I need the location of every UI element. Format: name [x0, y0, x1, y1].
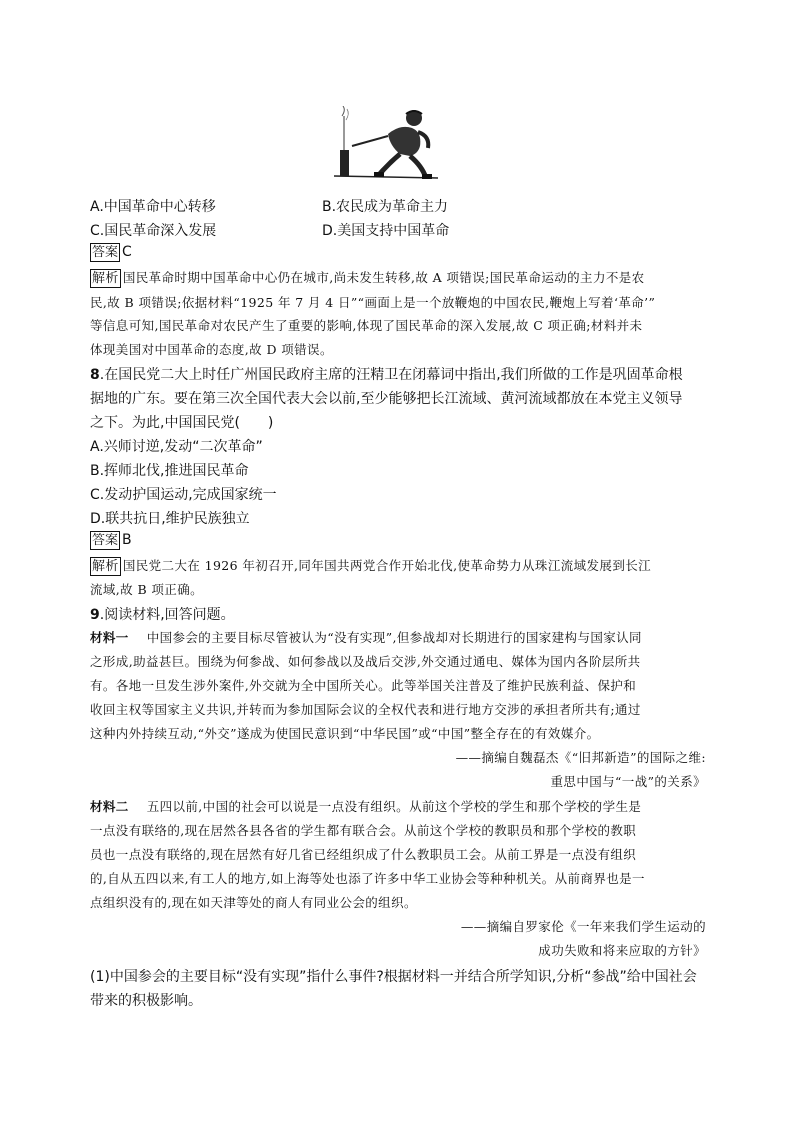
q8-option-b: B.挥师北伐,推进国民革命	[90, 463, 249, 479]
answer-value: C	[122, 244, 132, 260]
q9-material2-source-line-1: ——摘编自罗家伦《一年来我们学生运动的	[460, 919, 706, 934]
q9-material2-line-4: 的,自从五四以来,有工人的地方,如上海等处也添了许多中华工业协会等种种机关。从前商界也是一	[90, 871, 645, 886]
q9-stem: 9.阅读材料,回答问题。	[90, 607, 235, 623]
q8-analysis-line-2: 流域,故 B 项正确。	[90, 582, 204, 597]
q7-option-a: A.中国革命中心转移	[90, 199, 216, 215]
analysis-label: 解析	[92, 559, 119, 574]
q9-number: 9	[90, 607, 100, 623]
answer-label: 答案	[92, 533, 119, 548]
q7-analysis-line-3: 等信息可知,国民革命对农民产生了重要的影响,体现了国民革命的深入发展,故 C 项正确;材料并未	[90, 318, 643, 333]
q7-analysis-line-4: 体现美国对中国革命的态度,故 D 项错误。	[90, 342, 333, 357]
q9-material1-source-line-1: ——摘编自魏磊杰《“旧邦新造”的国际之维:	[455, 750, 706, 765]
q7-analysis-line-1: 解析 国民革命时期中国革命中心仍在城市,尚未发生转移,故 A 项错误;国民革命运动的主力不是农	[92, 270, 645, 286]
q9-material2-source-line-2: 成功失败和将来应取的方针》	[538, 943, 706, 958]
answer-value: B	[122, 532, 132, 548]
q8-option-a: A.兴师讨逆,发动“二次革命”	[90, 439, 263, 455]
q9-material2-line-2: 一点没有联络的,现在居然各县各省的学生都有联合会。从前这个学校的教职员和那个学校的教职	[90, 823, 637, 838]
answer-label: 答案	[92, 245, 119, 260]
material1-label: 材料一	[90, 630, 129, 645]
q9-question1-line-2: 带来的积极影响。	[90, 993, 202, 1009]
q9-material1-line-3: 有。各地一旦发生涉外案件,外交就为全中国所关心。此等举国关注普及了维护民族利益、保护和	[90, 678, 637, 693]
q8-option-c: C.发动护国运动,完成国家统一	[90, 487, 277, 503]
q9-material1-source-line-2: 重思中国与“一战”的关系》	[550, 774, 706, 789]
q8-stem-line-1: 8.在国民党二大上时任广州国民政府主席的汪精卫在闭幕词中指出,我们所做的工作是巩固革命根	[90, 367, 683, 383]
q9-material1-line-5: 这种内外持续互动,“外交”遂成为使国民意识到“中华民国”或“中国”整全存在的有效媒介。	[90, 726, 600, 741]
q9-material1-line-2: 之形成,助益甚巨。围绕为何参战、如何参战以及战后交涉,外交通过通电、媒体为国内各阶层所共	[90, 654, 641, 669]
q8-analysis-line-1: 解析 国民党二大在 1926 年初召开,同年国共两党合作开始北伐,使革命势力从珠江流域发展到长江	[92, 558, 652, 574]
q7-answer	[90, 243, 132, 262]
q8-answer	[90, 531, 132, 550]
q9-material1-line-1: 材料一 中国参会的主要目标尽管被认为“没有实现”,但参战却对长期进行的国家建构与国家认同	[90, 630, 642, 645]
q7-analysis-line-2: 民,故 B 项错误;依据材料“1925 年 7 月 4 日”“画面上是一个放鞭炮的中国农民,鞭炮上写着‘革命’”	[90, 295, 656, 310]
q8-option-d: D.联共抗日,维护民族独立	[90, 511, 250, 527]
q7-option-d: D.美国支持中国革命	[322, 223, 450, 239]
q8-stem-line-3: 之下。为此,中国国民党( )	[90, 415, 274, 431]
q9-material1-line-4: 收回主权等国家主义共识,并转而为参加国际会议的全权代表和进行地方交涉的承担者所共有;通过	[90, 702, 641, 717]
cartoon-firecracker-peasant-image	[330, 106, 442, 184]
q8-stem-line-2: 据地的广东。要在第三次全国代表大会以前,至少能够把长江流域、黄河流域都放在本党主义领导	[90, 391, 683, 407]
analysis-label: 解析	[92, 271, 119, 286]
material2-label: 材料二	[90, 799, 129, 814]
q9-material2-line-3: 员也一点没有联络的,现在居然有好几省已经组织成了什么教职员工会。从前工界是一点没有组织	[90, 847, 637, 862]
q9-question1-line-1: (1)中国参会的主要目标“没有实现”指什么事件?根据材料一并结合所学知识,分析“参战”给中国社会	[90, 969, 697, 985]
q7-option-b: B.农民成为革命主力	[322, 199, 449, 215]
q9-material2-line-5: 点组织没有的,现在如天津等处的商人有同业公会的组织。	[90, 895, 417, 910]
q9-material2-line-1: 材料二 五四以前,中国的社会可以说是一点没有组织。从前这个学校的学生和那个学校的学生是	[90, 799, 642, 814]
q7-option-c: C.国民革命深入发展	[90, 223, 217, 239]
q8-number: 8	[90, 367, 100, 383]
